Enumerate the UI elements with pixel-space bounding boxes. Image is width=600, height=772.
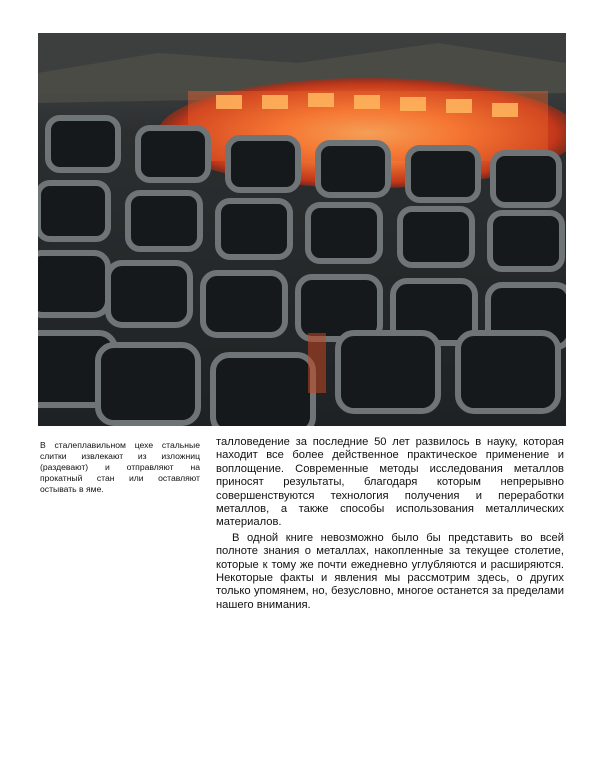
photo-illustration <box>38 33 566 426</box>
article-body <box>216 436 564 612</box>
article-paragraph: В одной книге невозможно было бы представить во всей полноте знания о металлах, накопленные за текущее столетие, которые к тому же почти ежедневно углубляются и расширяются. Некоторые факты и явления мы рассмотрим здесь, о других только упомянем, но, безусловно, многое останется за пределами нашего внимания. <box>216 531 564 611</box>
steel-ingot-molds-photo <box>38 33 566 426</box>
figure-caption: В сталеплавильном цехе стальные слитки извлекают из изложниц (раздевают) и отправляют на прокатный стан или оставляют остывать в яме. <box>40 440 200 494</box>
article-paragraph: талловедение за последние 50 лет развилось в науку, которая находит все более действенное практическое применение и воплощение. Современные методы исследования металлов приносят результаты, благодаря которым непрерывно совершенствуются технология получения и переработки металлов, а также способы использования металлических материалов. <box>216 436 564 529</box>
